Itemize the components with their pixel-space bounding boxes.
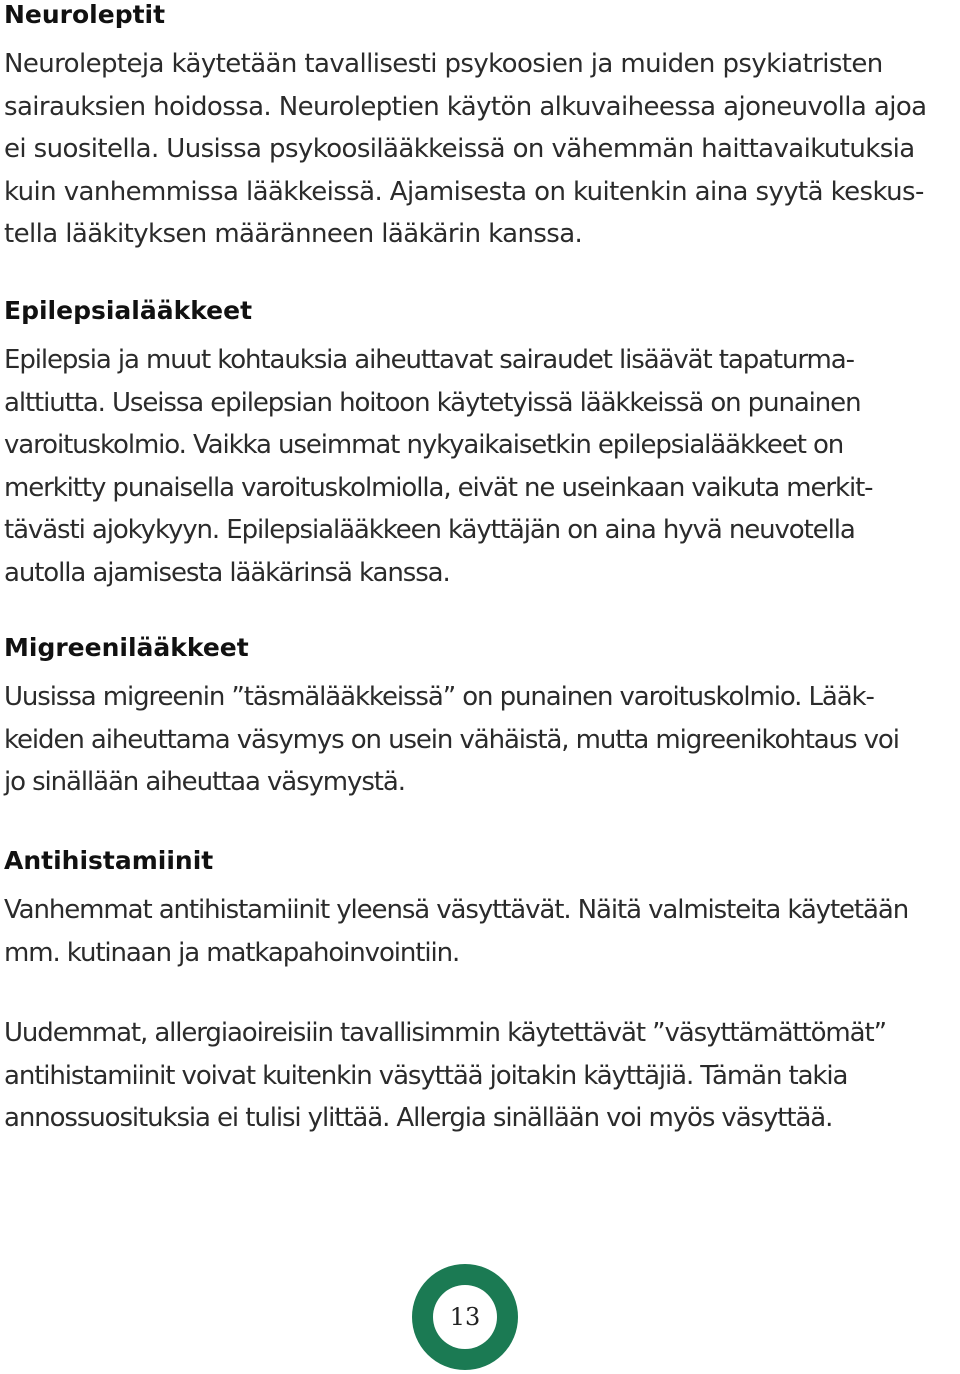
body-line: Uudemmat, allergiaoireisiin tavallisimmin käytettävät ”väsyttämättömät” <box>4 1018 886 1048</box>
body-line: alttiutta. Useissa epilepsian hoitoon käytetyissä lääkkeissä on punainen <box>4 387 861 418</box>
body-line: Vanhemmat antihistamiinit yleensä väsyttävät. Näitä valmisteita käytetään <box>4 895 909 925</box>
section-body <box>4 1012 956 1140</box>
section-uudemmat-antihistamiinit <box>4 1012 956 1140</box>
body-line: jo sinällään aiheuttaa väsymystä. <box>4 767 405 797</box>
body-line: autolla ajamisesta lääkärinsä kanssa. <box>4 557 450 588</box>
page-number: 13 <box>433 1285 497 1349</box>
body-line: tella lääkityksen määränneen lääkärin kanssa. <box>4 219 583 249</box>
body-line: mm. kutinaan ja matkapahoinvointiin. <box>4 937 460 968</box>
section-epilepsialaakkeet <box>4 296 956 594</box>
section-antihistamiinit <box>4 846 956 974</box>
section-body <box>4 339 956 594</box>
section-neuroleptit <box>4 0 956 256</box>
body-line: kuin vanhemmissa lääkkeissä. Ajamisesta on kuitenkin aina syytä keskus- <box>4 176 924 207</box>
body-line: tävästi ajokykyyn. Epilepsialääkkeen käyttäjän on aina hyvä neuvotella <box>4 515 855 545</box>
page-number-badge <box>412 1264 518 1370</box>
body-line: Neurolepteja käytetään tavallisesti psykoosien ja muiden psykiatristen <box>4 49 883 79</box>
section-body <box>4 889 956 974</box>
body-line: Uusissa migreenin ”täsmälääkkeissä” on punainen varoituskolmio. Lääk- <box>4 682 874 712</box>
body-line: Epilepsia ja muut kohtauksia aiheuttavat sairaudet lisäävät tapaturma- <box>4 345 854 375</box>
section-heading: Antihistamiinit <box>4 846 214 875</box>
body-line: keiden aiheuttama väsymys on usein vähäistä, mutta migreenikohtaus voi <box>4 724 899 755</box>
section-heading: Neuroleptit <box>4 0 166 29</box>
section-migreenilaakkeet <box>4 633 956 804</box>
section-body <box>4 676 956 804</box>
body-line: varoituskolmio. Vaikka useimmat nykyaikaisetkin epilepsialääkkeet on <box>4 430 844 460</box>
body-line: merkitty punaisella varoituskolmiolla, eivät ne useinkaan vaikuta merkit- <box>4 472 873 503</box>
section-heading: Epilepsialääkkeet <box>4 296 253 325</box>
section-body <box>4 43 956 256</box>
section-heading: Migreenilääkkeet <box>4 633 249 662</box>
body-line: sairauksien hoidossa. Neuroleptien käytön alkuvaiheessa ajoneuvolla ajoa <box>4 91 927 122</box>
body-line: annossuosituksia ei tulisi ylittää. Allergia sinällään voi myös väsyttää. <box>4 1103 833 1133</box>
body-line: antihistamiinit voivat kuitenkin väsyttää joitakin käyttäjiä. Tämän takia <box>4 1060 848 1091</box>
body-line: ei suositella. Uusissa psykoosilääkkeissä on vähemmän haittavaikutuksia <box>4 134 915 164</box>
